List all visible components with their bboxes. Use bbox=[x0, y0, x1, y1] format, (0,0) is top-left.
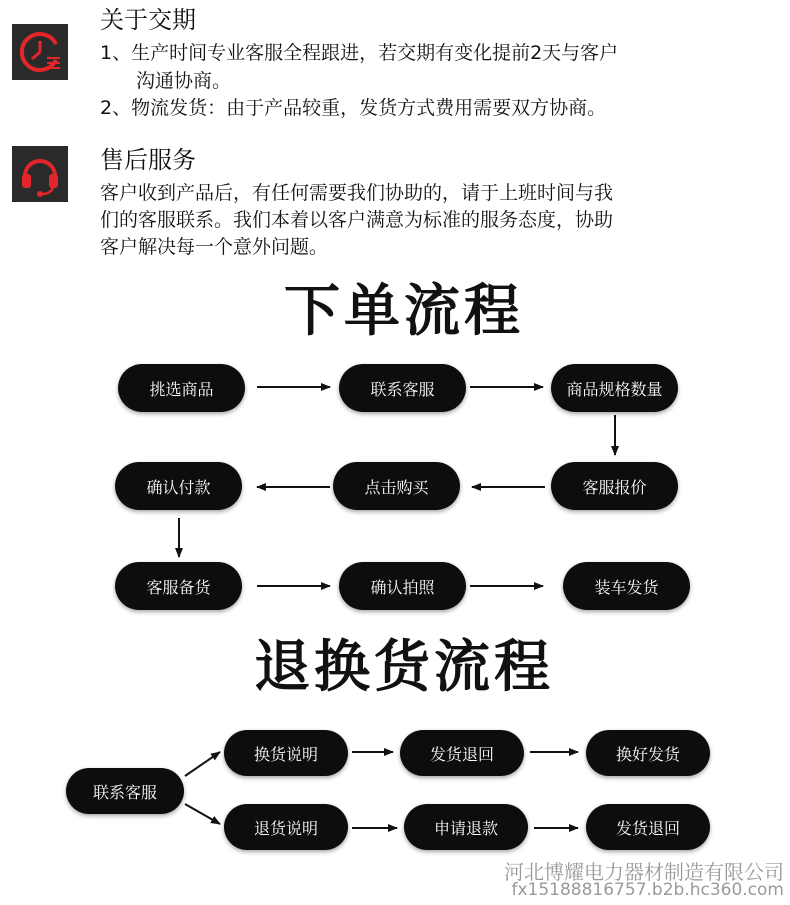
refund-ship-back: 发货退回 bbox=[586, 804, 710, 850]
step-spec-quantity: 商品规格数量 bbox=[551, 364, 678, 412]
refund-request: 申请退款 bbox=[404, 804, 528, 850]
return-flow-title: 退换货流程 bbox=[254, 635, 554, 700]
step-service-quote: 客服报价 bbox=[551, 462, 678, 510]
delivery-line: 沟通协商。 bbox=[136, 70, 232, 92]
watermark-url: fx15188816757.b2b.hc360.com bbox=[511, 880, 784, 900]
step-stock-prep: 客服备货 bbox=[115, 562, 242, 610]
exchange-instructions: 换货说明 bbox=[224, 730, 348, 776]
order-flow-title: 下单流程 bbox=[284, 279, 524, 344]
watermark-company: 河北博耀电力器材制造有限公司 bbox=[504, 860, 784, 884]
flow-arrow bbox=[185, 752, 220, 776]
delivery-line: 2、物流发货：由于产品较重，发货方式费用需要双方协商。 bbox=[100, 97, 607, 119]
exchange-ship-back: 发货退回 bbox=[400, 730, 524, 776]
aftersales-title: 售后服务 bbox=[100, 146, 196, 174]
step-confirm-payment: 确认付款 bbox=[115, 462, 242, 510]
step-contact-service: 联系客服 bbox=[339, 364, 466, 412]
aftersales-line: 客户解决每一个意外问题。 bbox=[100, 236, 329, 258]
return-start-contact: 联系客服 bbox=[66, 768, 184, 814]
step-click-buy: 点击购买 bbox=[333, 462, 460, 510]
delivery-title: 关于交期 bbox=[100, 6, 196, 34]
step-load-ship: 装车发货 bbox=[563, 562, 690, 610]
delivery-line: 1、生产时间专业客服全程跟进，若交期有变化提前2天与客户 bbox=[100, 42, 619, 64]
refund-instructions: 退货说明 bbox=[224, 804, 348, 850]
step-confirm-photo: 确认拍照 bbox=[339, 562, 466, 610]
flow-arrow bbox=[185, 804, 220, 824]
step-pick-goods: 挑选商品 bbox=[118, 364, 245, 412]
exchange-ship-replacement: 换好发货 bbox=[586, 730, 710, 776]
aftersales-line: 客户收到产品后，有任何需要我们协助的，请于上班时间与我 bbox=[100, 182, 614, 204]
aftersales-line: 们的客服联系。我们本着以客户满意为标准的服务态度，协助 bbox=[100, 209, 614, 231]
